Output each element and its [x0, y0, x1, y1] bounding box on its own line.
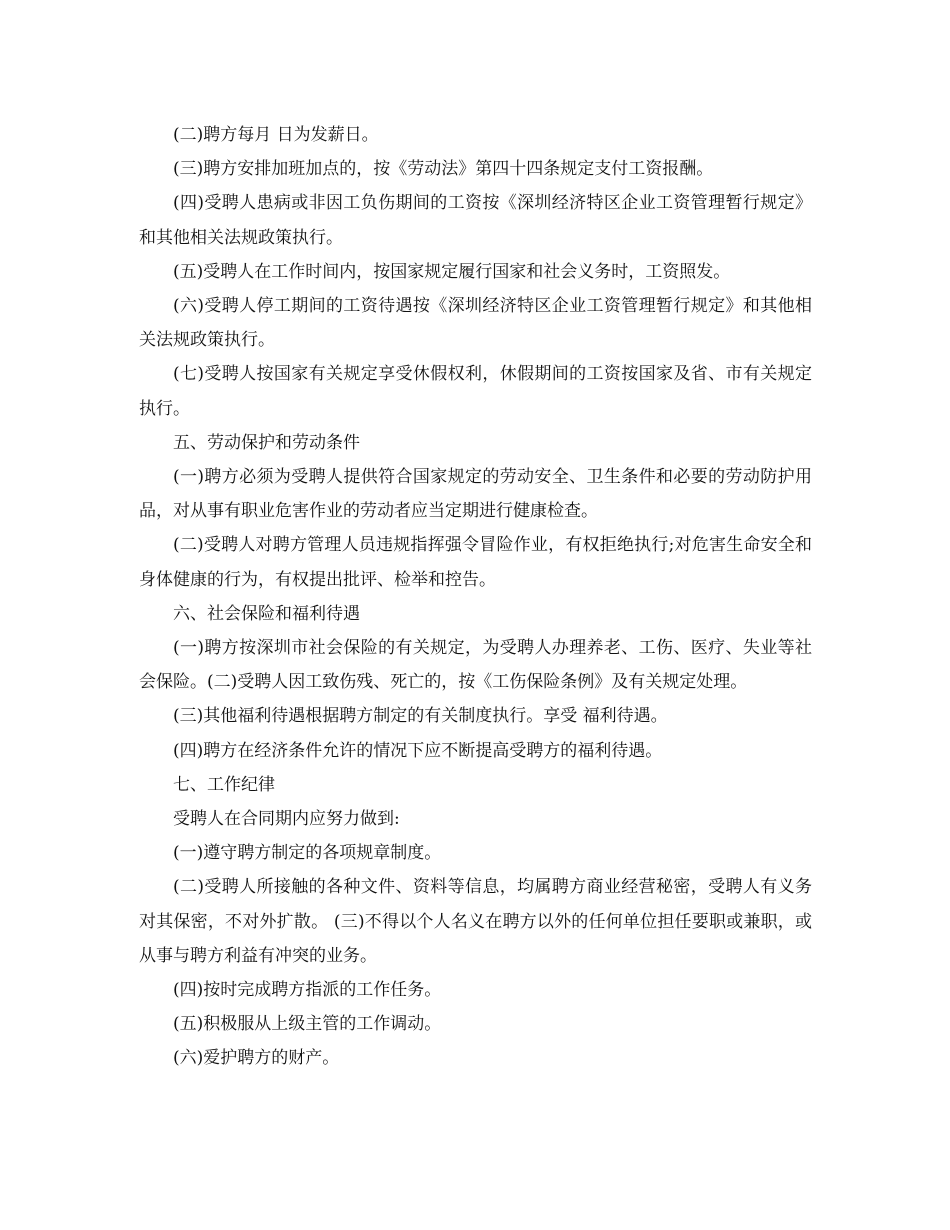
paragraph: (五)积极服从上级主管的工作调动。	[173, 1014, 442, 1035]
paragraph: (二)受聘人所接触的各种文件、资料等信息，均属聘方商业经营秘密，受聘人有义务对其保密，不对外扩散。 (三)不得以个人名义在聘方以外的任何单位担任要职或兼职，或从事与聘方利益有冲突的业务。	[139, 877, 812, 966]
paragraph: (五)受聘人在工作时间内，按国家规定履行国家和社会义务时，工资照发。	[173, 261, 731, 282]
paragraph: (四)聘方在经济条件允许的情况下应不断提高受聘方的福利待遇。	[173, 740, 663, 761]
paragraph: 受聘人在合同期内应努力做到:	[173, 809, 400, 830]
paragraph: (一)遵守聘方制定的各项规章制度。	[173, 843, 442, 864]
paragraph: (三)其他福利待遇根据聘方制定的有关制度执行。享受 福利待遇。	[173, 706, 668, 727]
paragraph: (四)按时完成聘方指派的工作任务。	[173, 980, 442, 1001]
section-heading: 五、劳动保护和劳动条件	[173, 432, 360, 453]
paragraph: (六)受聘人停工期间的工资待遇按《深圳经济特区企业工资管理暂行规定》和其他相关法规政策执行。	[139, 296, 812, 351]
paragraph: (七)受聘人按国家有关规定享受休假权利，休假期间的工资按国家及省、市有关规定执行。	[139, 364, 812, 419]
paragraph: (三)聘方安排加班加点的，按《劳动法》第四十四条规定支付工资报酬。	[173, 159, 714, 180]
paragraph: (六)爱护聘方的财产。	[173, 1048, 340, 1069]
paragraph: (二)受聘人对聘方管理人员违规指挥强令冒险作业，有权拒绝执行;对危害生命安全和身体健康的行为，有权提出批评、检举和控告。	[139, 535, 812, 590]
paragraph: (二)聘方每月 日为发薪日。	[173, 125, 379, 145]
section-heading: 六、社会保险和福利待遇	[173, 603, 360, 624]
paragraph: (四)受聘人患病或非因工负伤期间的工资按《深圳经济特区企业工资管理暂行规定》和其他相关法规政策执行。	[139, 193, 812, 248]
paragraph: (一)聘方必须为受聘人提供符合国家规定的劳动安全、卫生条件和必要的劳动防护用品，对从事有职业危害作业的劳动者应当定期进行健康检查。	[139, 467, 812, 522]
paragraph: (一)聘方按深圳市社会保险的有关规定，为受聘人办理养老、工伤、医疗、失业等社会保险。(二)受聘人因工致伤残、死亡的，按《工伤保险条例》及有关规定处理。	[139, 638, 812, 693]
section-heading: 七、工作纪律	[173, 774, 275, 795]
